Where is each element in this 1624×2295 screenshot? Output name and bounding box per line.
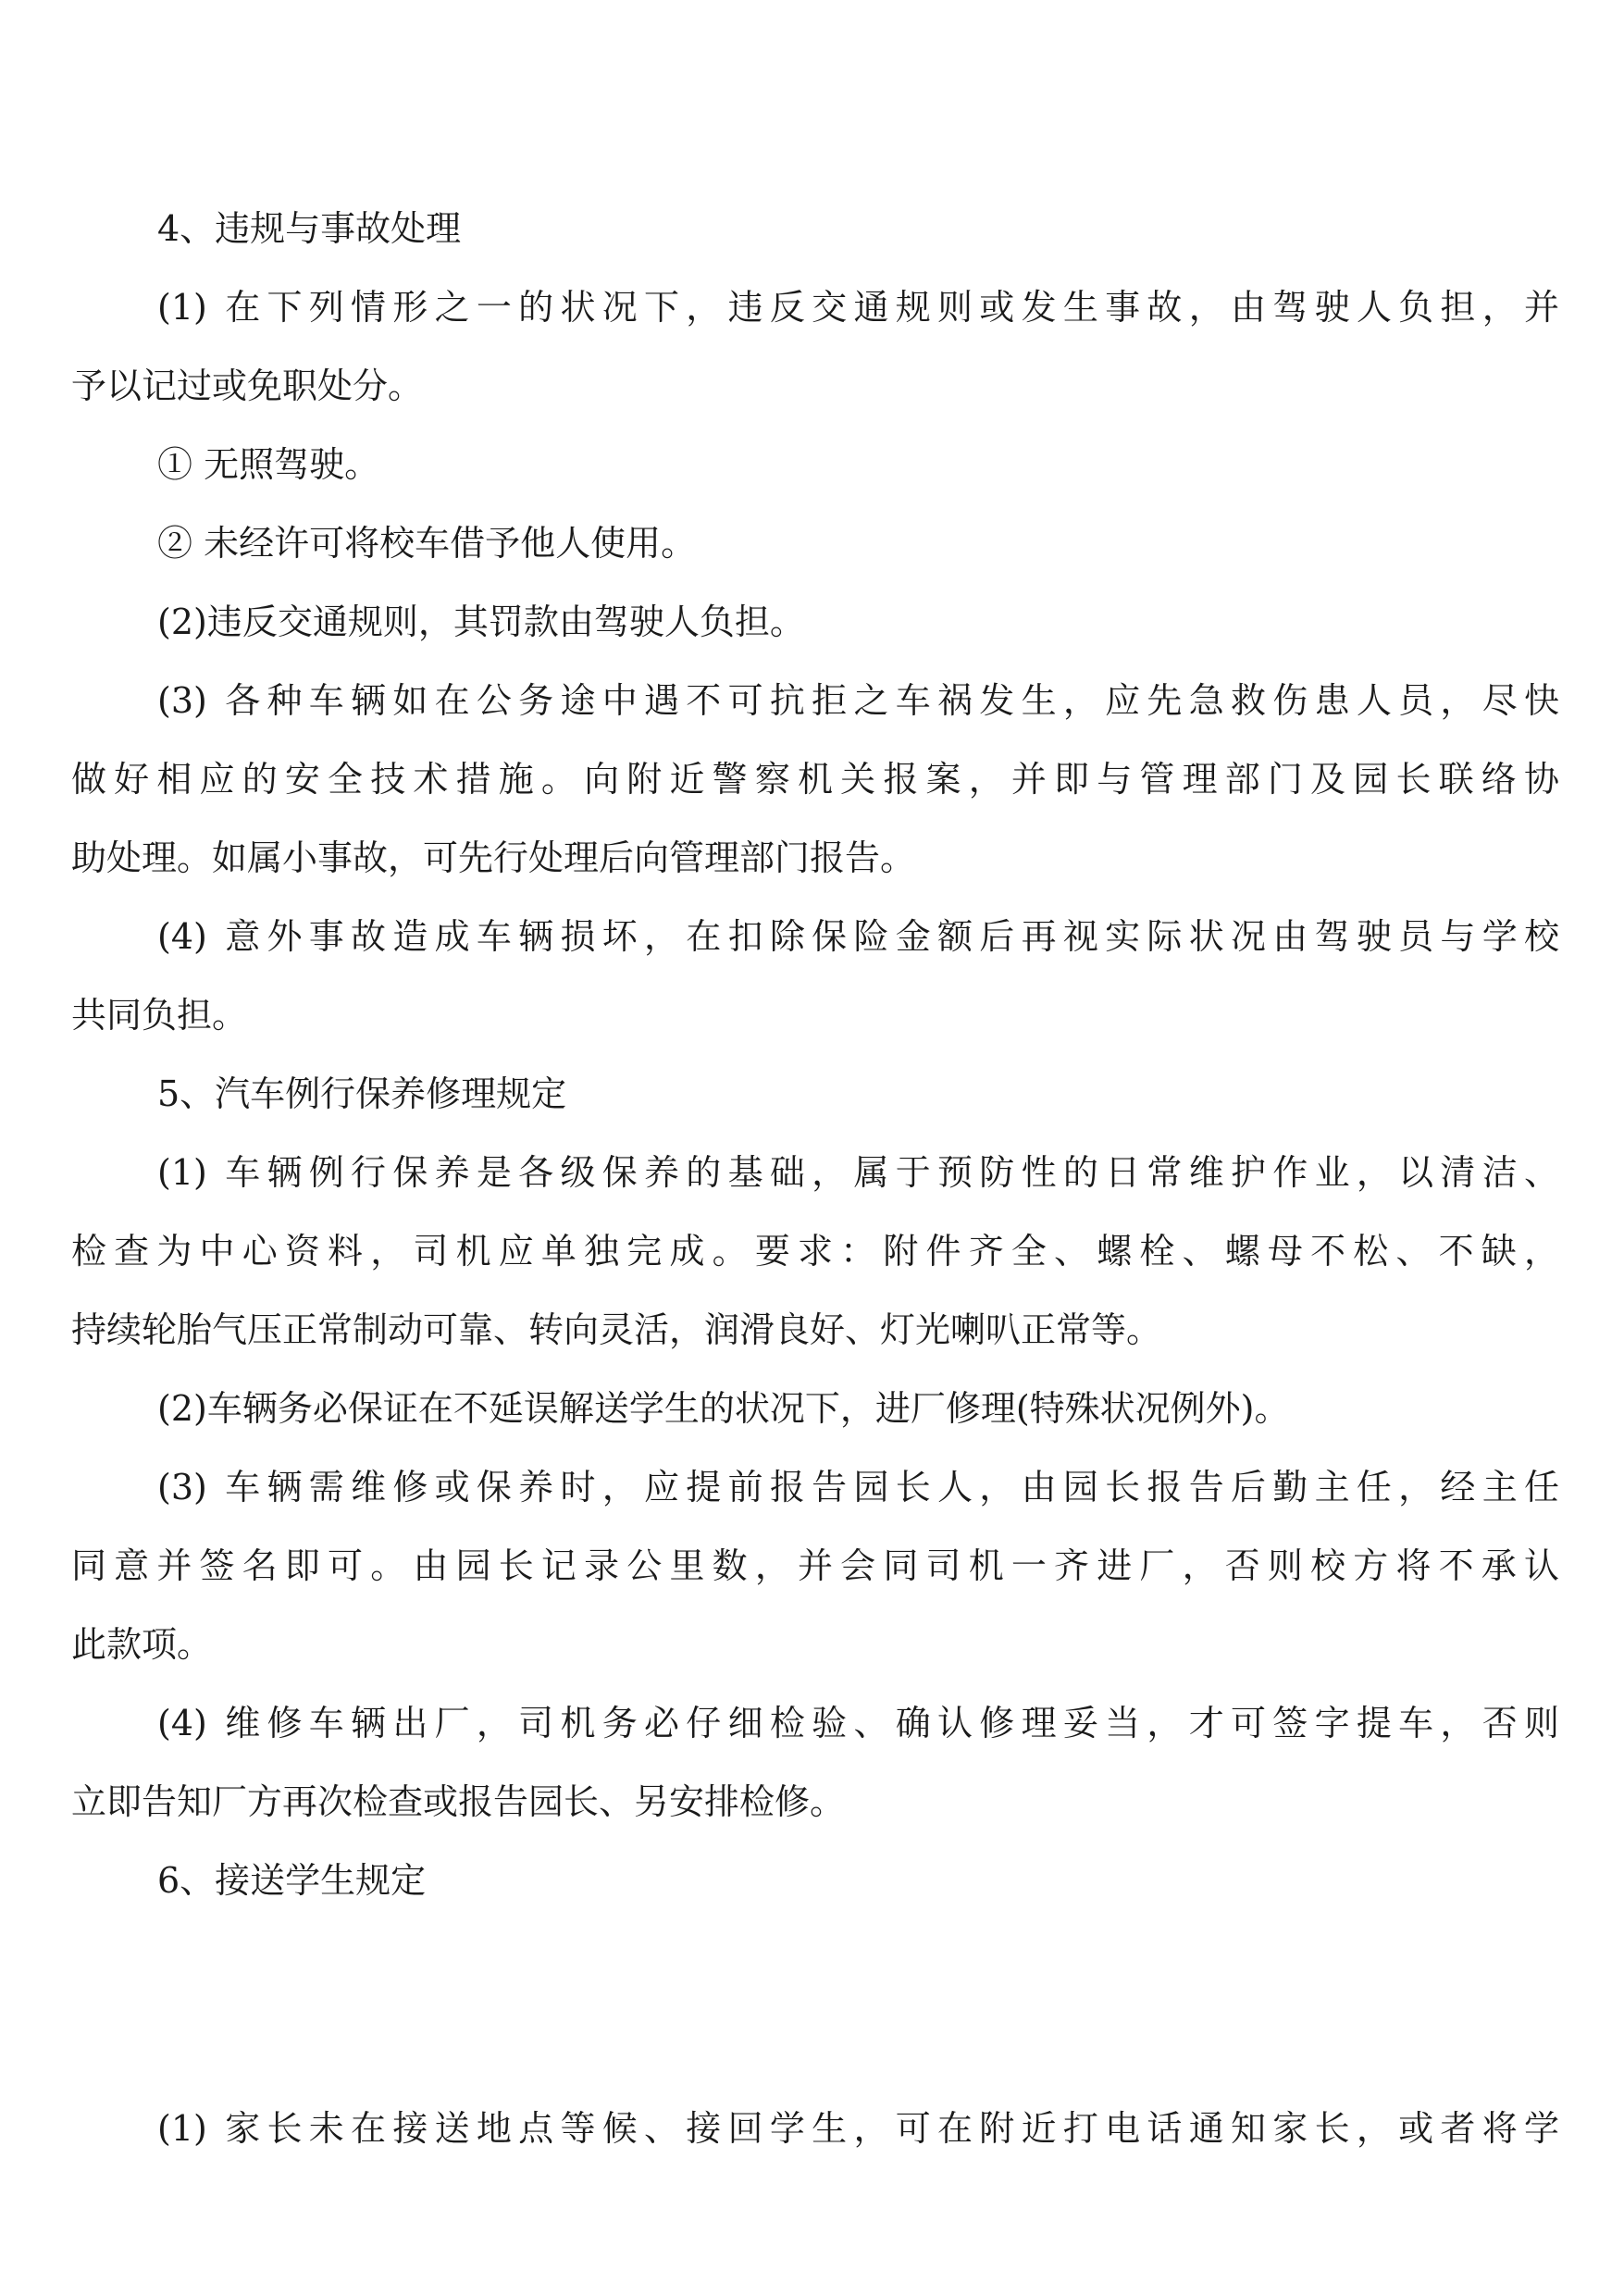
text-line: 做好相应的安全技术措施。向附近警察机关报案，并即与管理部门及园长联络协 <box>71 759 1559 800</box>
text-line: (1) 车辆例行保养是各级保养的基础，属于预防性的日常维护作业，以清洁、 <box>157 1152 1559 1193</box>
text-line: (3) 各种车辆如在公务途中遇不可抗拒之车祸发生，应先急救伤患人员，尽快 <box>157 680 1559 721</box>
paragraph-line <box>0 1459 1624 1515</box>
text-line: ② 未经许可将校车借予他人使用。 <box>157 523 697 564</box>
text-line: (2)车辆务必保证在不延误解送学生的状况下，进厂修理(特殊状况例外)。 <box>157 1388 1290 1429</box>
paragraph-line <box>0 830 1624 886</box>
paragraph-line <box>0 1774 1624 1830</box>
paragraph-line <box>0 358 1624 414</box>
paragraph-line <box>0 1695 1624 1751</box>
list-item <box>0 437 1624 492</box>
text-line: (3) 车辆需维修或保养时，应提前报告园长人，由园长报告后勤主任，经主任 <box>157 1467 1559 1507</box>
paragraph-line <box>0 1223 1624 1279</box>
paragraph-line <box>0 1145 1624 1200</box>
text-line: 助处理。如属小事故，可先行处理后向管理部门报告。 <box>71 837 916 878</box>
paragraph-line <box>0 751 1624 807</box>
text-line: 4、违规与事故处理 <box>157 208 462 249</box>
text-line: 5、汽车例行保养修理规定 <box>157 1073 567 1114</box>
paragraph-line <box>0 987 1624 1043</box>
text-line: 立即告知厂方再次检查或报告园长、另安排检修。 <box>71 1781 846 1822</box>
paragraph-line <box>0 909 1624 964</box>
paragraph-line <box>0 1381 1624 1436</box>
text-line: (4) 意外事故造成车辆损坏，在扣除保险金额后再视实际状况由驾驶员与学校 <box>157 916 1559 957</box>
text-line: (4) 维修车辆出厂，司机务必仔细检验、确认修理妥当，才可签字提车，否则 <box>157 1703 1559 1743</box>
paragraph-line <box>0 279 1624 335</box>
text-line: 6、接送学生规定 <box>157 1860 427 1901</box>
text-line: 此款项。 <box>71 1624 213 1665</box>
text-line: 同意并签名即可。由园长记录公里数，并会同司机一齐进厂，否则校方将不承认 <box>71 1545 1559 1586</box>
text-line: 予以记过或免职处分。 <box>71 366 424 406</box>
text-line: 持续轮胎气压正常制动可靠、转向灵活，润滑良好、灯光喇叭正常等。 <box>71 1309 1162 1350</box>
text-line: (1) 在下列情形之一的状况下，违反交通规则或发生事故，由驾驶人负担，并 <box>157 287 1559 328</box>
text-line: (2)违反交通规则，其罚款由驾驶人负担。 <box>157 602 805 642</box>
paragraph-line <box>0 1538 1624 1594</box>
text-line: 共同负担。 <box>71 995 248 1036</box>
paragraph-line <box>0 594 1624 650</box>
section-heading-pickup <box>0 1853 1624 1908</box>
paragraph-line <box>0 673 1624 728</box>
section-heading-maintenance <box>0 1066 1624 1122</box>
paragraph-line <box>0 1302 1624 1358</box>
text-line: 检查为中心资料，司机应单独完成。要求：附件齐全、螺栓、螺母不松、不缺， <box>71 1231 1559 1272</box>
section-heading-violations <box>0 201 1624 256</box>
paragraph-line <box>0 2101 1624 2156</box>
text-line: ① 无照驾驶。 <box>157 444 380 485</box>
paragraph-line <box>0 1617 1624 1672</box>
text-line: (1) 家长未在接送地点等候、接回学生，可在附近打电话通知家长，或者将学 <box>157 2108 1559 2149</box>
list-item <box>0 515 1624 571</box>
